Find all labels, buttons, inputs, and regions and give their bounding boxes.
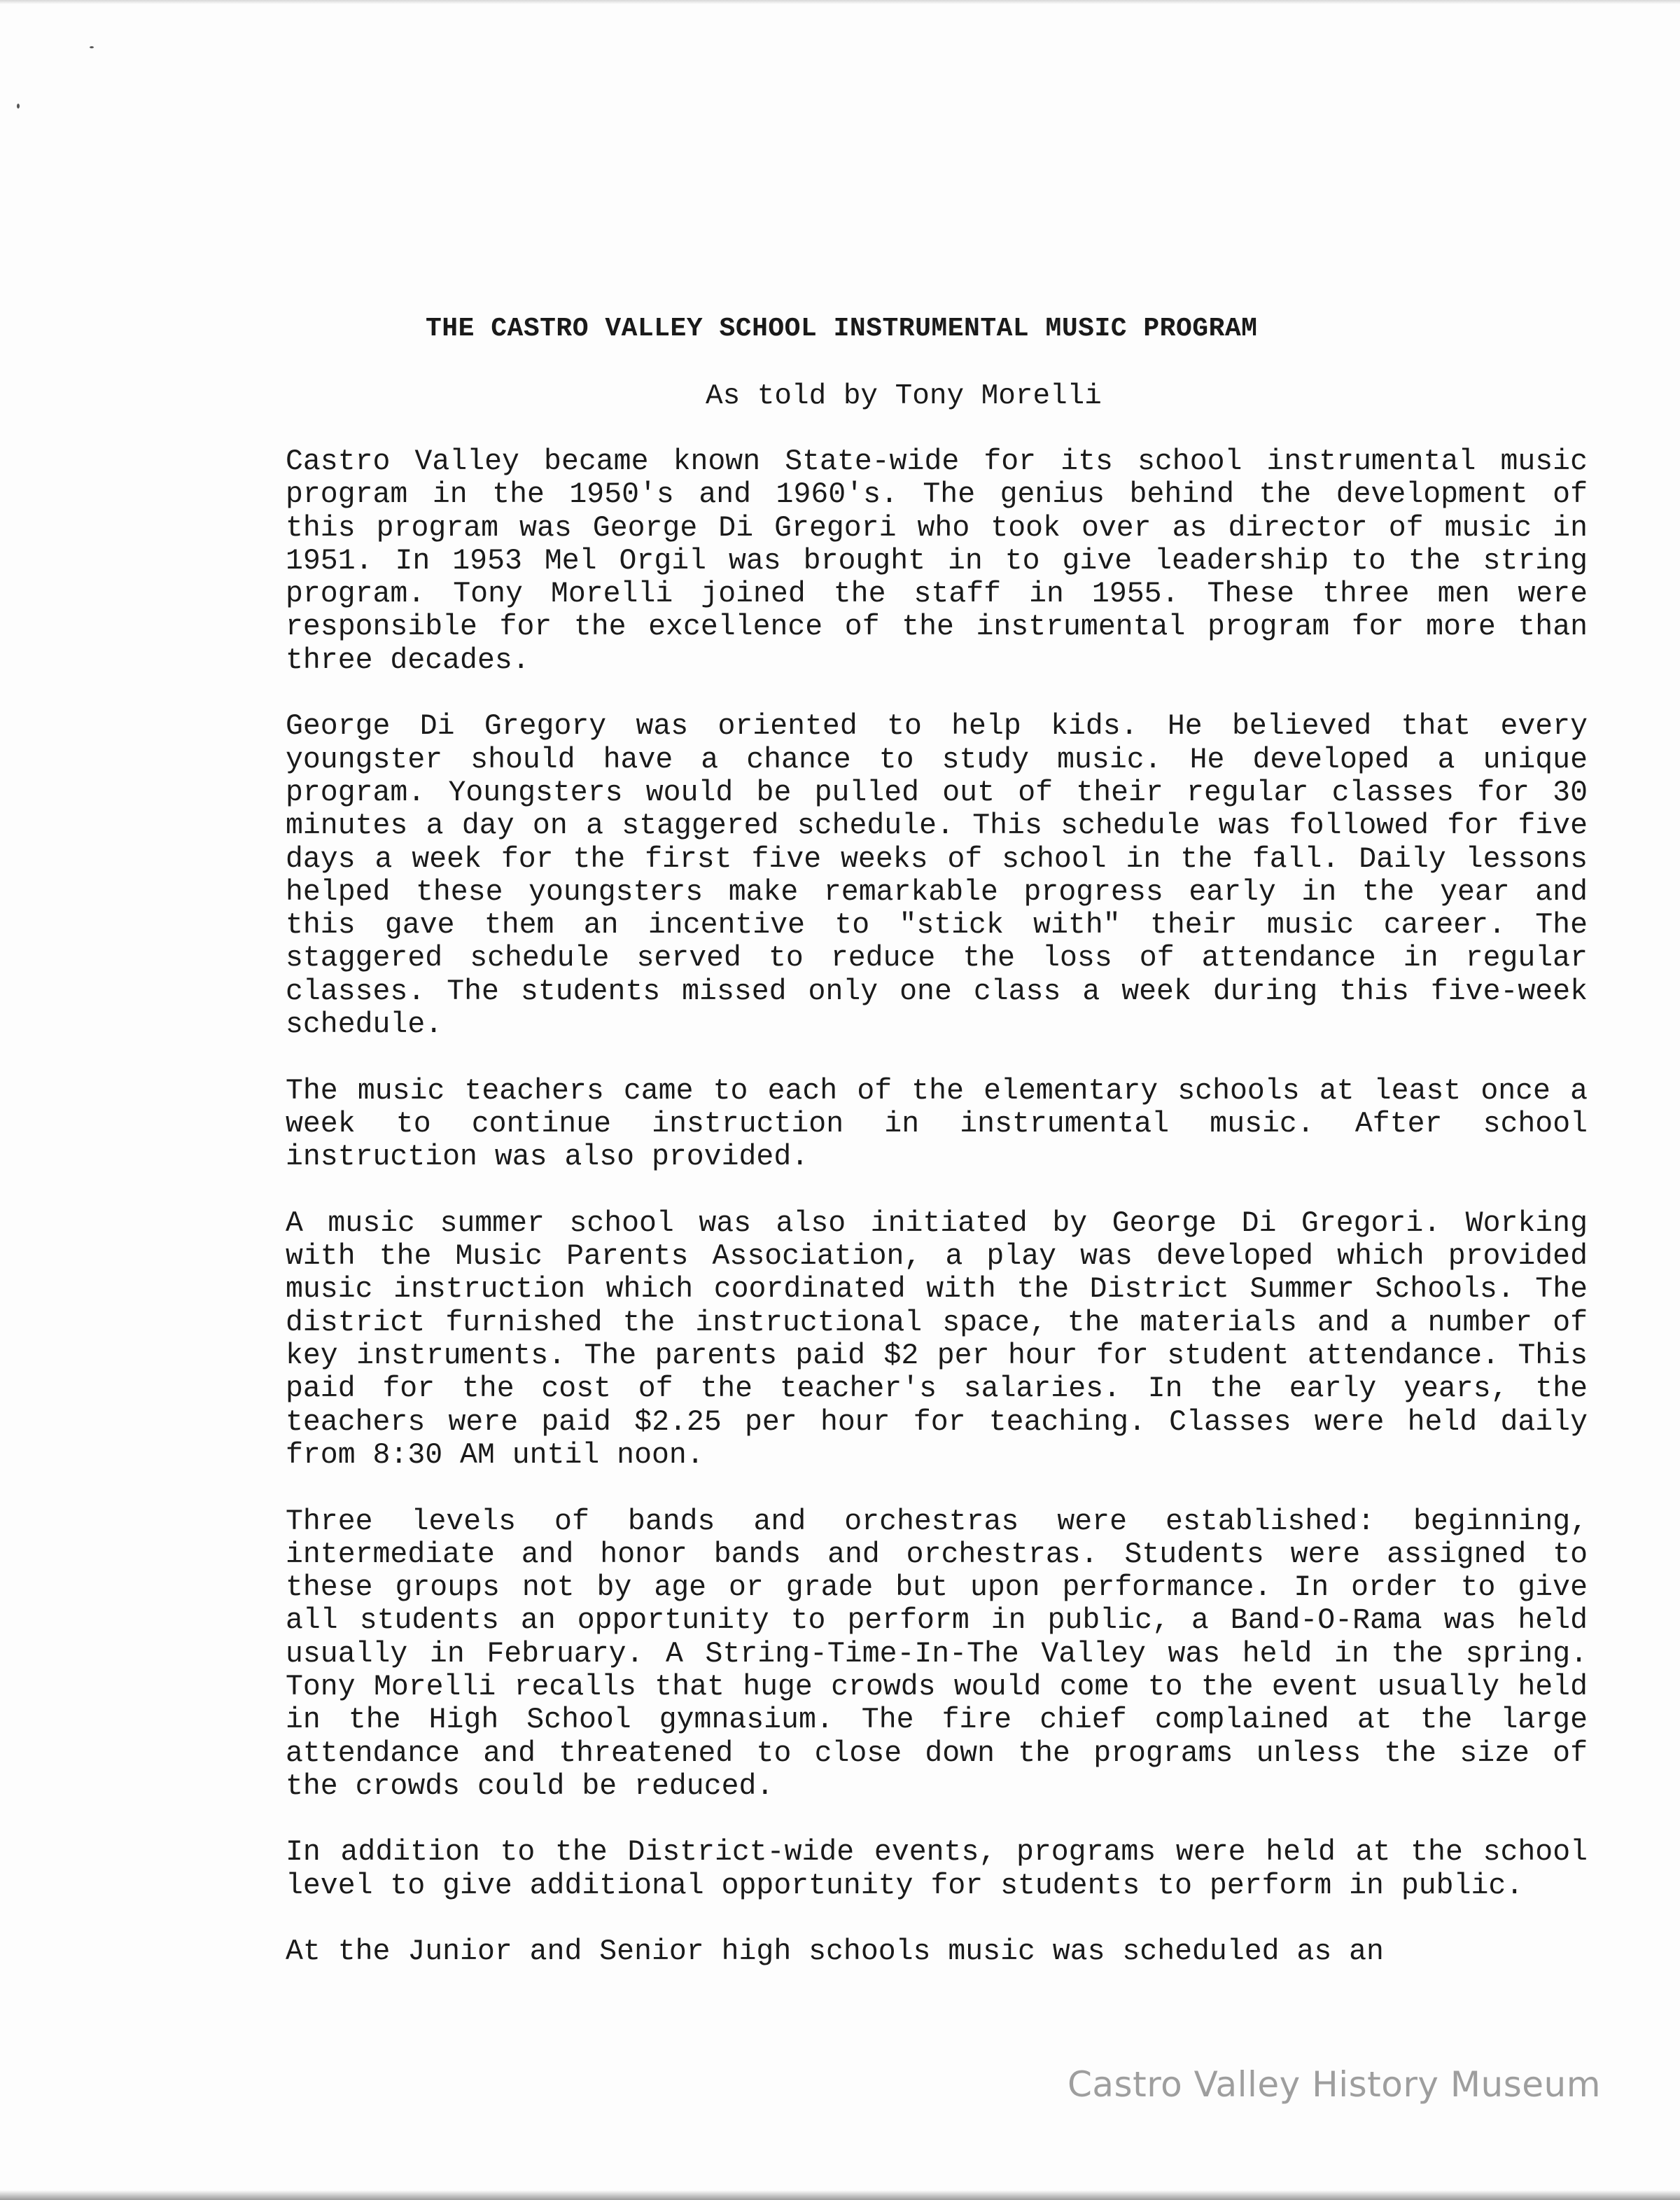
scan-bottom-edge [0,2190,1680,2200]
museum-watermark: Castro Valley History Museum [1068,2064,1601,2105]
document-subtitle: As told by Tony Morelli [706,380,1102,412]
scan-top-edge [0,0,1680,4]
document-body [286,445,1588,2002]
paragraph-1: Castro Valley became known State-wide for its school instrumental music program in the 1950's and 1960's. The genius behind the development of this program was George Di Gregori who took over as director of music in 1951. In 1953 Mel Orgil was brought in to give leadership to the string program. Tony Morelli joined the staff in 1955. These three men were responsible for the excellence of the instrumental program for more than three decades. [286,445,1588,677]
document-title: THE CASTRO VALLEY SCHOOL INSTRUMENTAL MUSIC PROGRAM [426,314,1258,344]
paragraph-7: At the Junior and Senior high schools music was scheduled as an [286,1935,1384,1969]
paragraph-4: A music summer school was also initiated by George Di Gregori. Working with the Music Parents Association, a play was developed which provided music instruction which coordinated with the District Summer Schools. The district furnished the instructional space, the materials and a number of key instruments. The parents paid $2 per hour for student attendance. This paid for the cost of the teacher's salaries. In the early years, the teachers were paid $2.25 per hour for teaching. Classes were held daily from 8:30 AM until noon. [286,1206,1588,1472]
paragraph-2: George Di Gregory was oriented to help kids. He believed that every youngster should have a chance to study music. He developed a unique program. Youngsters would be pulled out of their regular classes for 30 minutes a day on a staggered schedule. This schedule was followed for five days a week for the first five weeks of school in the fall. Daily lessons helped these youngsters make remarkable progress early in the year and this gave them an incentive to "stick with" their music career. The staggered schedule served to reduce the loss of attendance in regular classes. The students missed only one class a week during this five-week schedule. [286,710,1588,1042]
scan-speck [17,104,20,109]
paragraph-6: In addition to the District-wide events, programs were held at the school level to give additional opportunity for students to perform in public. [286,1836,1588,1902]
scan-speck [90,46,94,48]
paragraph-5: Three levels of bands and orchestras were established: beginning, intermediate and honor bands and orchestras. Students were assigned to these groups not by age or grade but upon performance. In order to give all students an opportunity to perform in public, a Band-O-Rama was held usually in February. A String-Time-In-The Valley was held in the spring. Tony Morelli recalls that huge crowds would come to the event usually held in the High School gymnasium. The fire chief complained at the large attendance and threatened to close down the programs unless the size of the crowds could be reduced. [286,1505,1588,1803]
paragraph-3: The music teachers came to each of the elementary schools at least once a week to continue instruction in instrumental music. After school instruction was also provided. [286,1074,1588,1174]
